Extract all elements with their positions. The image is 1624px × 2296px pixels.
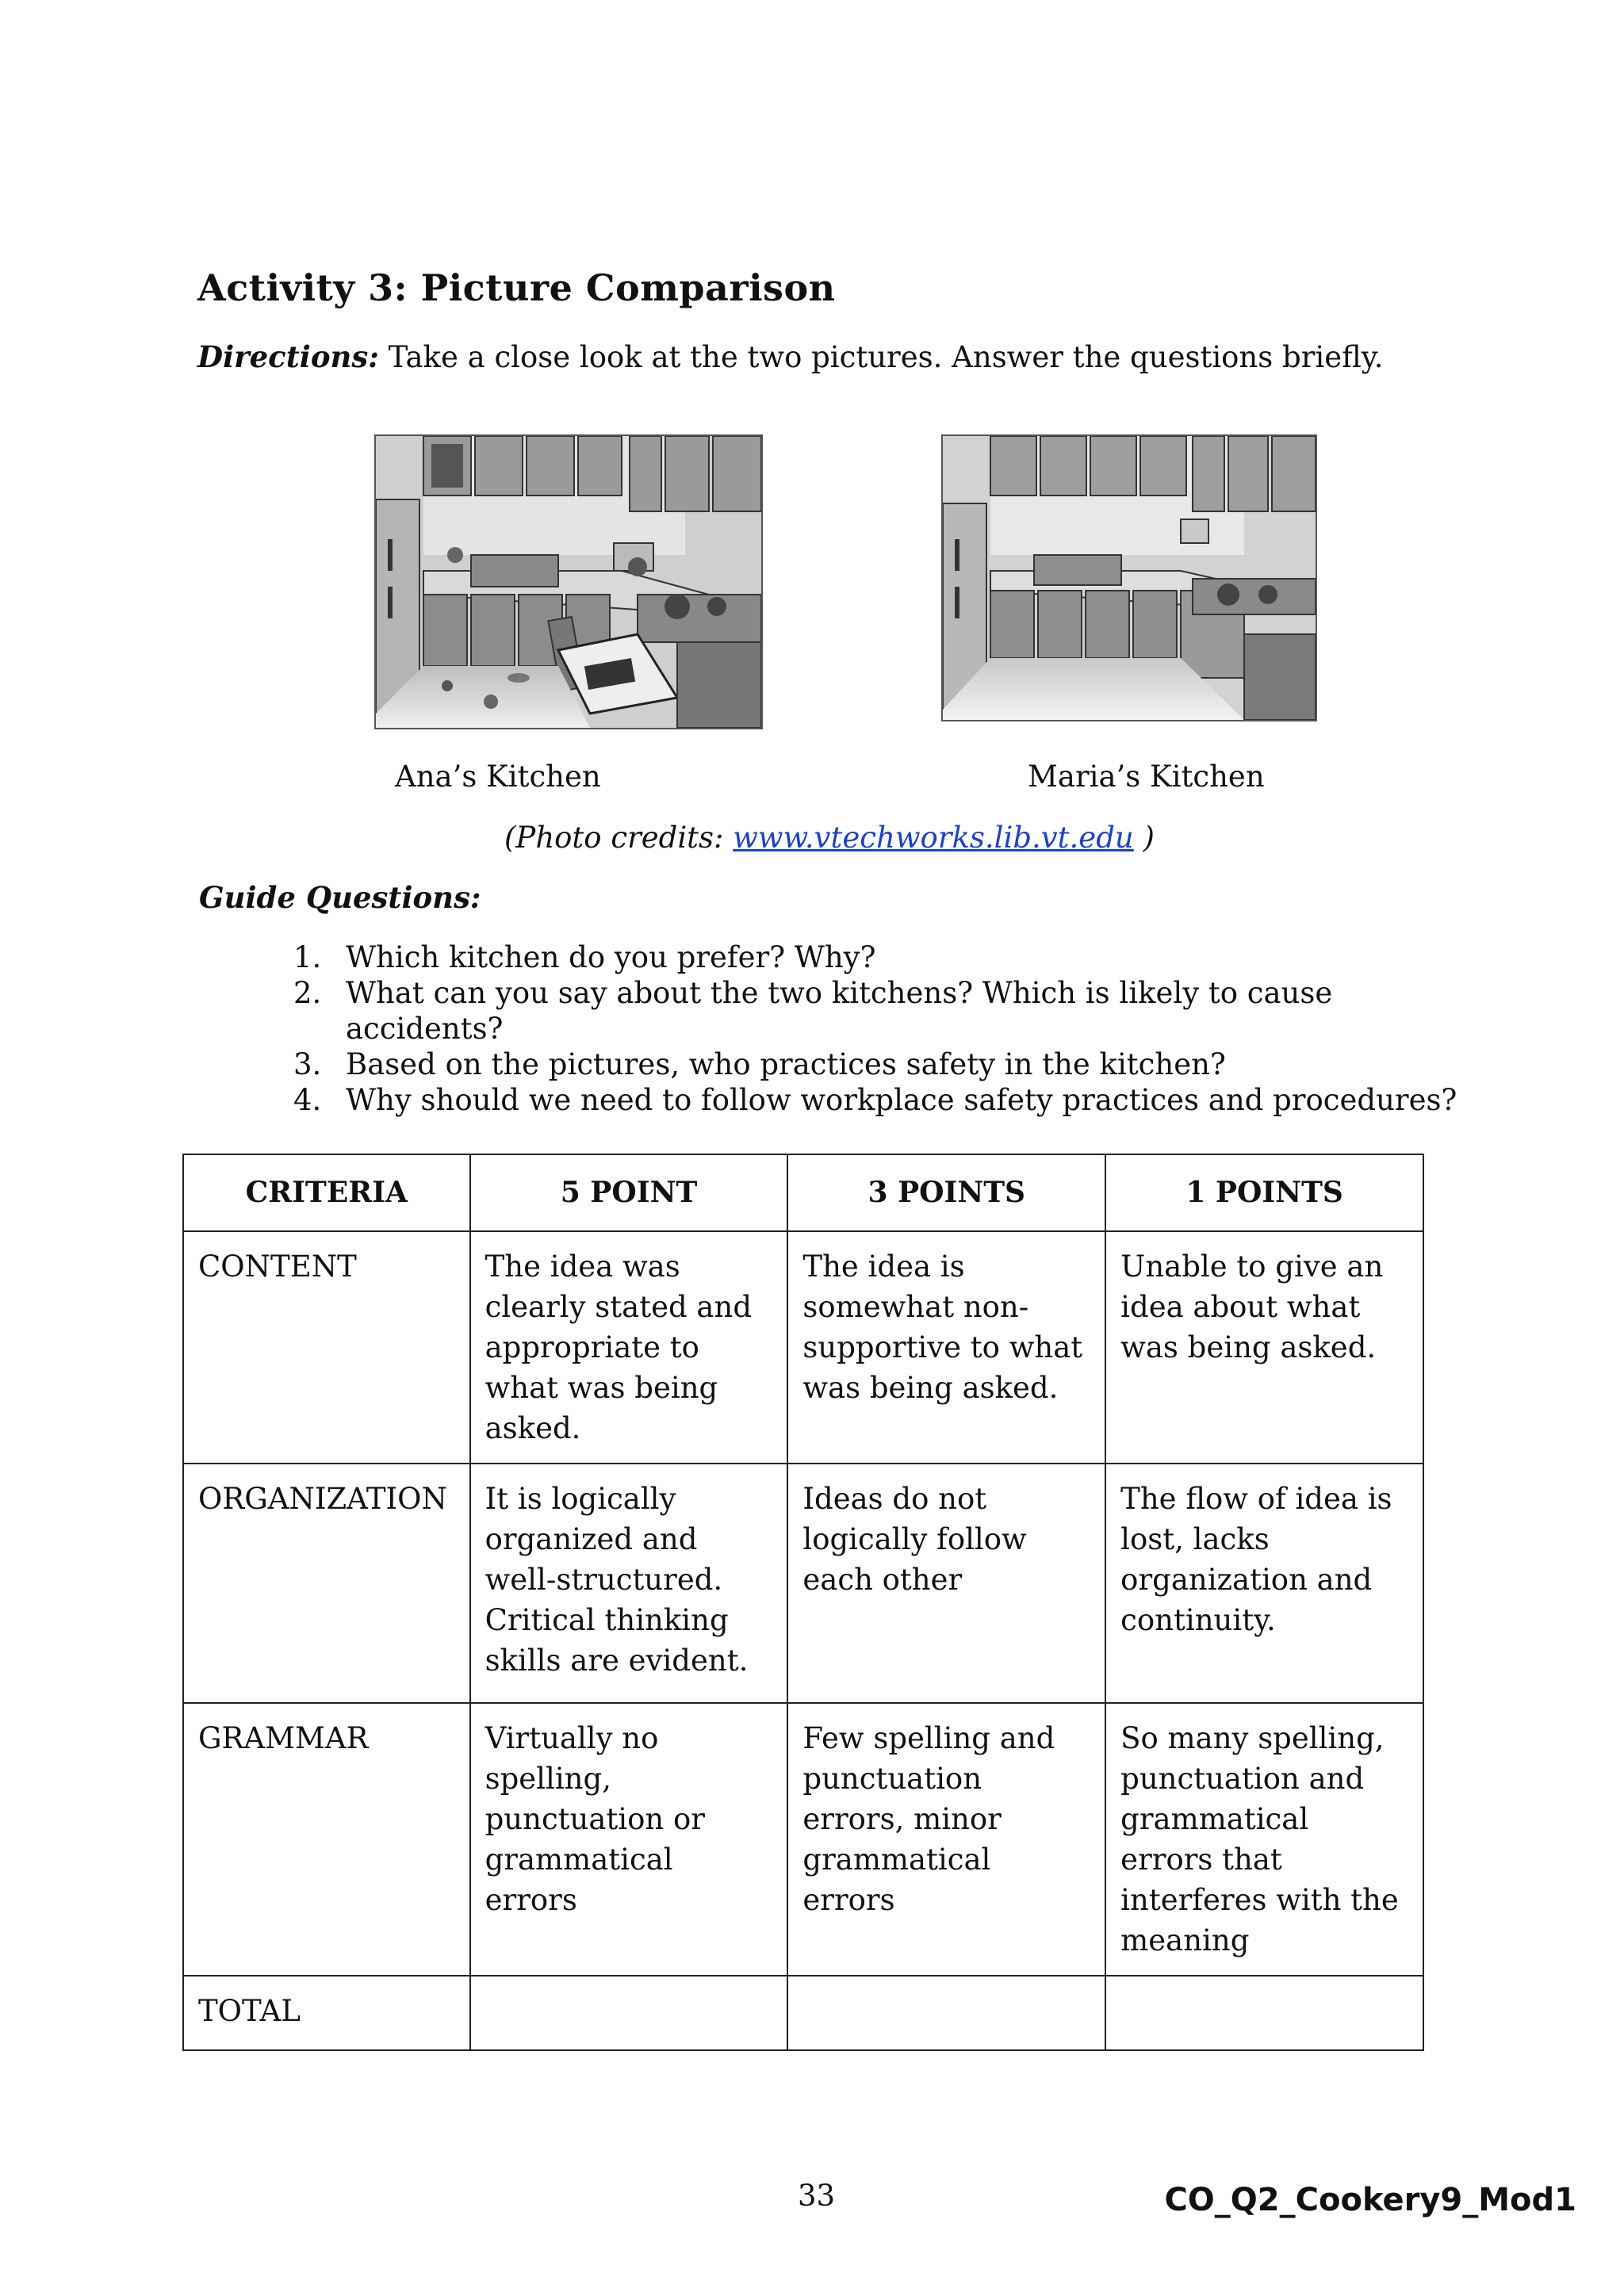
credits-link[interactable]: www.vtechworks.lib.vt.edu: [733, 821, 1134, 855]
rubric-table: [182, 1154, 1424, 2051]
header-criteria: CRITERIA: [183, 1154, 470, 1231]
criteria-cell: GRAMMAR: [183, 1703, 470, 1976]
list-item: [293, 1082, 1467, 1118]
page-number: 33: [798, 2179, 836, 2213]
header-5-point: 5 POINT: [470, 1154, 788, 1231]
total-cell: [470, 1976, 788, 2050]
table-cell: Few spelling and punctuation errors, minor grammatical errors: [787, 1703, 1105, 1976]
ana-kitchen-caption: Ana’s Kitchen: [395, 760, 601, 794]
activity-title: Activity 3: Picture Comparison: [197, 266, 836, 309]
criteria-cell: TOTAL: [183, 1976, 470, 2050]
guide-questions-title: Guide Questions:: [199, 880, 481, 915]
table-row: [183, 1976, 1423, 2050]
criteria-cell: ORGANIZATION: [183, 1464, 470, 1703]
question-text: Based on the pictures, who practices safety in the kitchen?: [346, 1047, 1226, 1081]
header-3-points: 3 POINTS: [787, 1154, 1105, 1231]
table-cell: Virtually no spelling, punctuation or grammatical errors: [470, 1703, 788, 1976]
header-1-points: 1 POINTS: [1105, 1154, 1423, 1231]
table-cell: Unable to give an idea about what was being asked.: [1105, 1231, 1423, 1464]
table-row: [183, 1703, 1423, 1976]
table-row: [183, 1231, 1423, 1464]
criteria-cell: CONTENT: [183, 1231, 470, 1464]
table-cell: It is logically organized and well-structured. Critical thinking skills are evident.: [470, 1464, 788, 1703]
photo-credits: [504, 821, 1155, 855]
table-header-row: [183, 1154, 1423, 1231]
list-item: [293, 975, 1467, 1047]
maria-kitchen-caption: Maria’s Kitchen: [1028, 760, 1265, 794]
total-cell: [1105, 1976, 1423, 2050]
total-cell: [787, 1976, 1105, 2050]
table-cell: So many spelling, punctuation and grammatical errors that interferes with the meaning: [1105, 1703, 1423, 1976]
list-item: [293, 939, 1467, 975]
table-cell: The idea is somewhat non-supportive to what was being asked.: [787, 1231, 1105, 1464]
list-item: [293, 1047, 1467, 1082]
table-row: [183, 1464, 1423, 1703]
module-code: CO_Q2_Cookery9_Mod1: [1164, 2182, 1576, 2218]
question-number: 4.: [293, 1083, 322, 1117]
question-number: 1.: [293, 940, 322, 974]
credits-suffix: ): [1133, 821, 1155, 855]
directions: [197, 339, 1384, 374]
question-text: Which kitchen do you prefer? Why?: [346, 940, 876, 974]
question-text: What can you say about the two kitchens? Which is likely to cause accidents?: [346, 976, 1333, 1046]
directions-text: Take a close look at the two pictures. Answer the questions briefly.: [378, 340, 1384, 374]
credits-prefix: (Photo credits:: [504, 821, 733, 855]
table-cell: The flow of idea is lost, lacks organization and continuity.: [1105, 1464, 1423, 1703]
table-cell: Ideas do not logically follow each other: [787, 1464, 1105, 1703]
question-number: 3.: [293, 1047, 322, 1081]
question-text: Why should we need to follow workplace safety practices and procedures?: [346, 1083, 1457, 1117]
ana-kitchen-image: [374, 434, 763, 729]
maria-kitchen-image: [941, 434, 1317, 721]
directions-label: Directions:: [197, 339, 379, 374]
table-cell: The idea was clearly stated and appropriate to what was being asked.: [470, 1231, 788, 1464]
guide-questions-list: [293, 939, 1467, 1118]
question-number: 2.: [293, 976, 322, 1010]
